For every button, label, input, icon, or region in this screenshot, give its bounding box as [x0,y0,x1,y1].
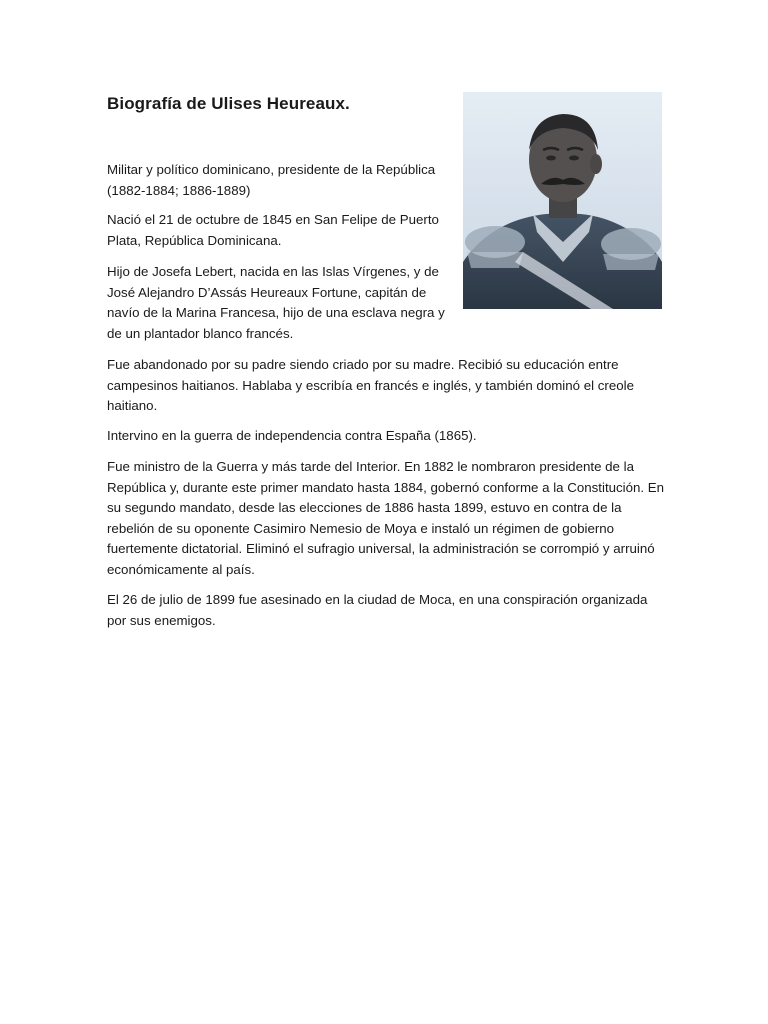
paragraph-war: Intervino en la guerra de independencia contra España (1865). [107,428,477,443]
document-title: Biografía de Ulises Heureaux. [107,94,350,113]
paragraph-death: El 26 de julio de 1899 fue asesinado en la ciudad de Moca, en una conspiración organizada por sus enemigos. [107,592,648,628]
paragraph-presidency: Fue ministro de la Guerra y más tarde del Interior. En 1882 le nombraron presidente de la República y, durante este primer mandato hasta 1884, gobernó conforme a la Constitución. En su segundo mandato, desde las elecciones de 1886 hasta 1899, estuvo en contra de la rebelión de su oponente Casimiro Nemesio de Moya e instaló un régimen de gobierno fuertemente dictatorial. Eliminó el sufragio universal, la administración se corrompió y arruinó económicamente al país. [107,459,665,577]
portrait-illustration [463,92,662,309]
paragraph-birth: Nació el 21 de octubre de 1845 en San Felipe de Puerto Plata, República Dominicana. [107,212,439,248]
paragraph-upbringing: Fue abandonado por su padre siendo criado por su madre. Recibió su educación entre campesinos haitianos. Hablaba y escribía en francés e inglés, y también dominó el creole haitiano. [107,357,634,414]
portrait-photo [463,92,662,309]
paragraph-parents: Hijo de Josefa Lebert, nacida en las Islas Vírgenes, y de José Alejandro D’Assás Heureaux Fortune, capitán de navío de la Marina Francesa, hijo de una esclava negra y de un plantador blanco francés. [107,264,445,341]
paragraph-intro: Militar y político dominicano, presidente de la República (1882-1884; 1886-1889) [107,162,436,198]
